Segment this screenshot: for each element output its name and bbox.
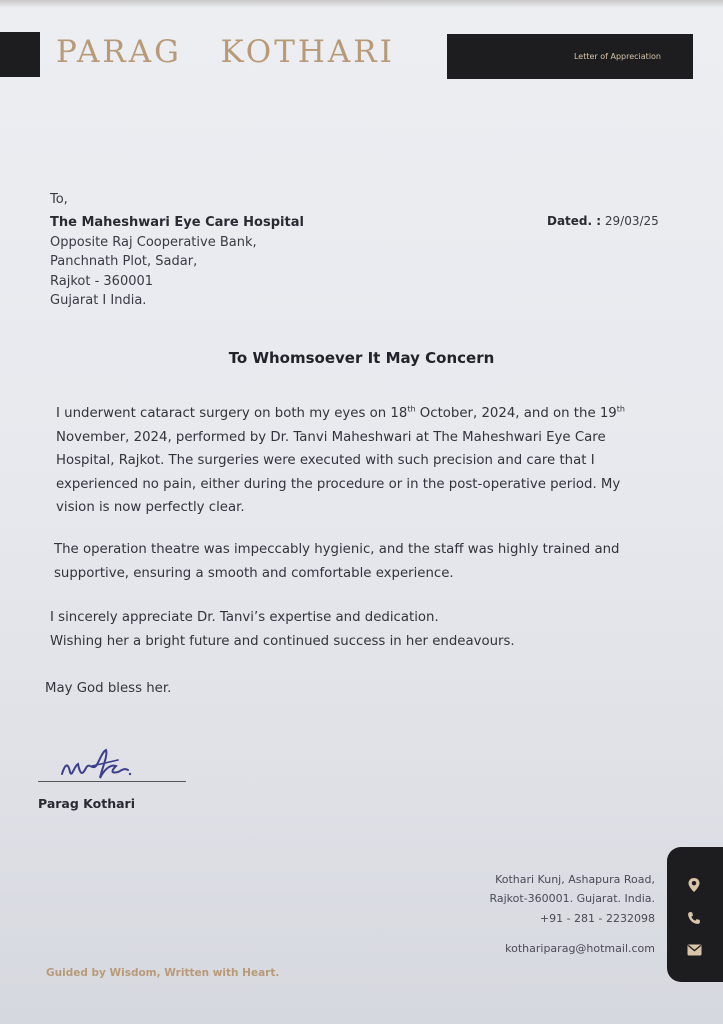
body-text: I underwent cataract surgery on both my eyes on 18 bbox=[56, 406, 408, 421]
letter-subject: To Whomsoever It May Concern bbox=[228, 349, 495, 367]
contact-address bbox=[489, 870, 655, 908]
date-label: Dated. : bbox=[547, 214, 602, 228]
address-line: Gujarat I India. bbox=[50, 293, 147, 308]
header-left-bar bbox=[0, 32, 40, 77]
handwritten-signature bbox=[56, 744, 146, 784]
recipient-address bbox=[50, 213, 304, 311]
body-line: I sincerely appreciate Dr. Tanvi’s expertise and dedication. bbox=[50, 610, 439, 625]
closing-blessing: May God bless her. bbox=[45, 681, 172, 696]
contact-address-line: Rajkot-360001. Gujarat. India. bbox=[489, 892, 655, 905]
ordinal-suffix: th bbox=[407, 404, 416, 414]
body-text: October, 2024, and on the 19 bbox=[415, 406, 617, 421]
body-paragraph-3 bbox=[50, 606, 650, 653]
document-type: Letter of Appreciation bbox=[573, 52, 661, 61]
contact-address-line: Kothari Kunj, Ashapura Road, bbox=[495, 873, 655, 886]
footer-tagline: Guided by Wisdom, Written with Heart. bbox=[46, 967, 280, 979]
contact-icon-bar bbox=[667, 847, 723, 982]
body-paragraph-1 bbox=[56, 402, 656, 520]
salutation: To, bbox=[50, 192, 68, 207]
address-line: Opposite Raj Cooperative Bank, bbox=[50, 234, 257, 250]
address-line: Panchnath Plot, Sadar, bbox=[50, 254, 198, 269]
location-pin-icon bbox=[687, 877, 701, 893]
phone-icon bbox=[687, 911, 701, 925]
brand-name: PARAG KOTHARI bbox=[56, 34, 395, 70]
contact-email: kothariparag@hotmail.com bbox=[505, 942, 655, 955]
body-paragraph-2: The operation theatre was impeccably hygienic, and the staff was highly trained and supportive, ensuring a smooth and comfortable experience. bbox=[54, 542, 620, 581]
ordinal-suffix: th bbox=[616, 404, 625, 414]
header-bar bbox=[447, 34, 693, 79]
letter-date bbox=[547, 214, 659, 228]
mail-icon bbox=[687, 944, 702, 956]
contact-phone: +91 - 281 - 2232098 bbox=[539, 912, 655, 925]
page-edge bbox=[0, 0, 723, 8]
recipient-name: The Maheshwari Eye Care Hospital bbox=[50, 215, 304, 230]
body-line: Wishing her a bright future and continued success in her endeavours. bbox=[50, 633, 515, 649]
body-text: November, 2024, performed by Dr. Tanvi Maheshwari at The Maheshwari Eye Care Hospital, Rajkot. The surgeries were executed with such precision and care that I experienced no pain, either during the procedure or in the post-operative period. My vision is now perfectly clear. bbox=[56, 429, 621, 515]
date-value: 29/03/25 bbox=[604, 214, 659, 228]
address-line: Rajkot - 360001 bbox=[50, 273, 154, 289]
signer-name: Parag Kothari bbox=[38, 796, 135, 811]
signature-line bbox=[38, 781, 186, 782]
